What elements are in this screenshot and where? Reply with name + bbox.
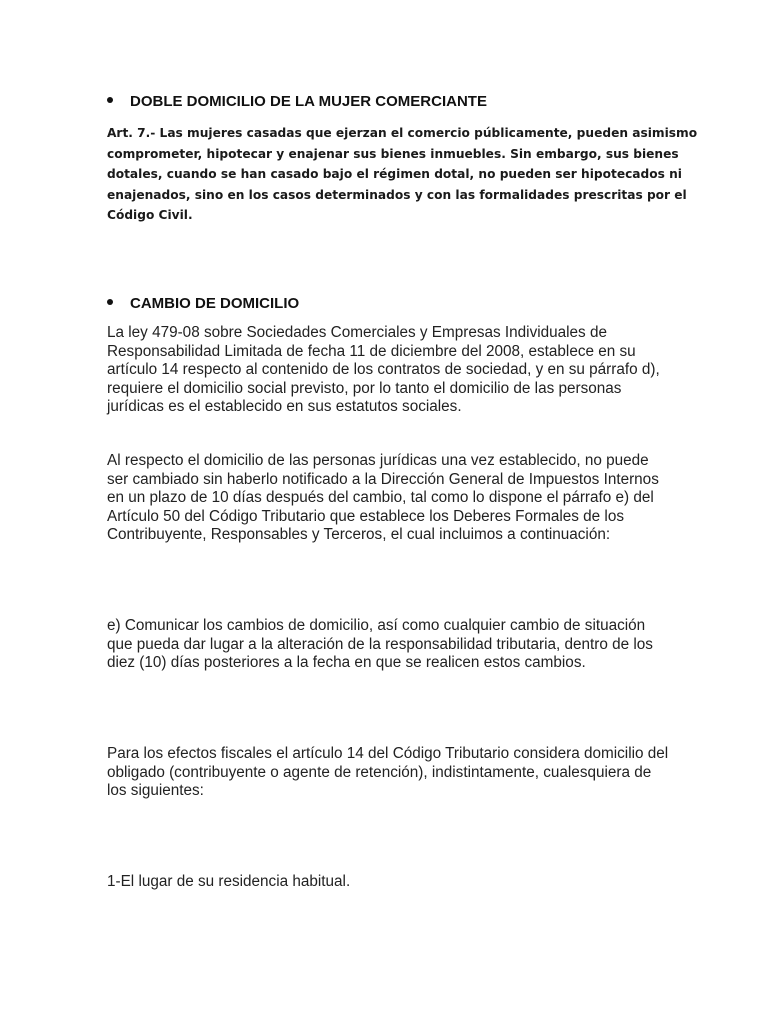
bullet-icon [107, 97, 113, 103]
article-line: Código Civil. [107, 208, 193, 222]
paragraph-line: Responsabilidad Limitada de fecha 11 de diciembre del 2008, establece en su [107, 342, 636, 360]
section-heading-doble-domicilio [107, 93, 487, 111]
paragraph-line: Artículo 50 del Código Tributario que establece los Deberes Formales de los [107, 507, 624, 525]
article-7-text [107, 123, 698, 226]
article-line: Art. 7.- Las mujeres casadas que ejerzan el comercio públicamente, pueden asimismo [107, 126, 698, 140]
paragraph-line: diez (10) días posteriores a la fecha en que se realicen estos cambios. [107, 654, 586, 672]
paragraph-line: ser cambiado sin haberlo notificado a la Dirección General de Impuestos Internos [107, 470, 659, 488]
article-line: comprometer, hipotecar y enajenar sus bienes inmuebles. Sin embargo, sus bienes [107, 146, 679, 161]
paragraph-line: jurídicas es el establecido en sus estatutos sociales. [107, 398, 462, 416]
paragraph-inciso-e [107, 617, 662, 673]
article-line: enajenados, sino en los casos determinados y con las formalidades prescritas por el [107, 187, 687, 202]
paragraph-line: Al respecto el domicilio de las personas jurídicas una vez establecido, no puede [107, 452, 649, 469]
section-heading-cambio-domicilio [107, 295, 299, 313]
paragraph-line: en un plazo de 10 días después del cambio, tal como lo dispone el párrafo e) del [107, 489, 654, 507]
paragraph-line: artículo 14 respecto al contenido de los contratos de sociedad, y en su párrafo d), [107, 361, 660, 379]
paragraph-line: La ley 479-08 sobre Sociedades Comerciales y Empresas Individuales de [107, 324, 607, 341]
paragraph-line: obligado (contribuyente o agente de retención), indistintamente, cualesquiera de [107, 763, 652, 781]
bullet-icon [107, 299, 113, 305]
paragraph-line: Contribuyente, Responsables y Terceros, el cual incluimos a continuación: [107, 526, 611, 544]
section-heading-text: DOBLE DOMICILIO DE LA MUJER COMERCIANTE [130, 93, 487, 110]
paragraph-residencia-habitual [107, 873, 662, 892]
paragraph-line: que pueda dar lugar a la alteración de la responsabilidad tributaria, dentro de los [107, 635, 653, 653]
paragraph-line: los siguientes: [107, 782, 204, 800]
paragraph-line: requiere el domicilio social previsto, por lo tanto el domicilio de las personas [107, 379, 622, 397]
paragraph-al-respecto [107, 452, 662, 545]
paragraph-ley-479-08 [107, 324, 662, 417]
section-heading-text: CAMBIO DE DOMICILIO [130, 295, 300, 312]
article-line: dotales, cuando se han casado bajo el régimen dotal, no pueden ser hipotecados ni [107, 167, 682, 181]
paragraph-line: e) Comunicar los cambios de domicilio, así como cualquier cambio de situación [107, 617, 646, 634]
paragraph-line: 1-El lugar de su residencia habitual. [107, 873, 351, 890]
paragraph-efectos-fiscales [107, 745, 669, 801]
paragraph-line: Para los efectos fiscales el artículo 14 del Código Tributario considera domicilio del [107, 745, 669, 762]
